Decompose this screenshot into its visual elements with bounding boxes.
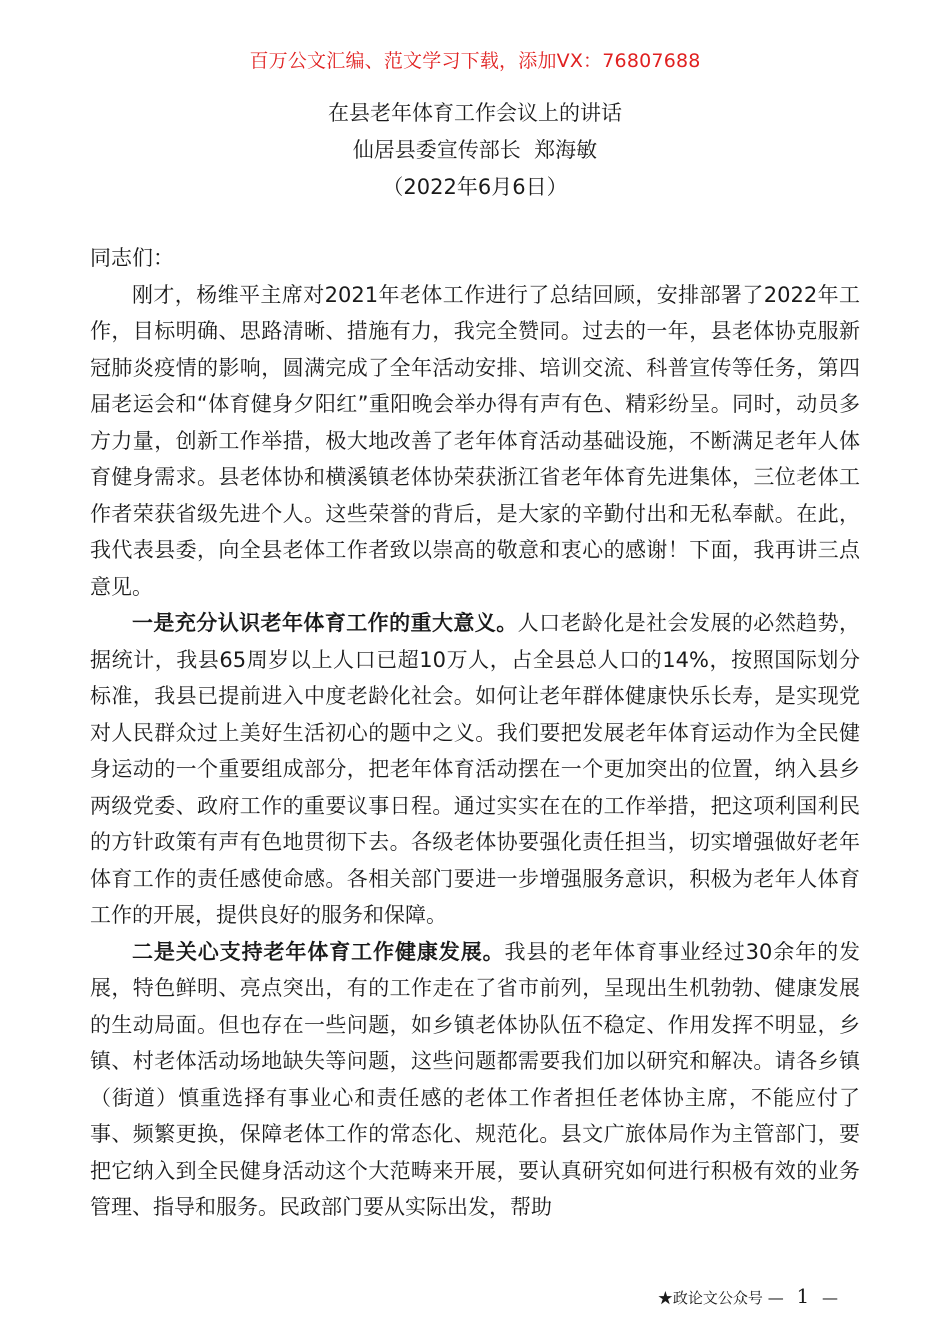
footer-source: ★政论文公众号	[657, 1289, 763, 1307]
speaker-line: 仙居县委宣传部长 郑海敏	[352, 138, 598, 162]
paragraph-intro: 刚才，杨维平主席对2021年老体工作进行了总结回顾，安排部署了2022年工作，目标明确、思路清晰、措施有力，我完全赞同。过去的一年，县老体协克服新冠肺炎疫情的影响，圆满完成了全年活动安排、培训交流、科普宣传等任务，第四届老运会和“体育健身夕阳红”重阳晚会举办得有声有色、精彩纷呈。同时，动员多方力量，创新工作举措，极大地改善了老年体育活动基础设施，不断满足老年人体育健身需求。县老体协和横溪镇老体协荣获浙江省老年体育先进集体，三位老体工作者荣获省级先进个人。这些荣誉的背后，是大家的辛勤付出和无私奉献。在此，我代表县委，向全县老体工作者致以崇高的敬意和衷心的感谢！下面，我再讲三点意见。	[90, 282, 860, 599]
page-number: 1	[796, 1284, 810, 1308]
title-block	[0, 95, 950, 206]
speech-body	[90, 240, 860, 1226]
promo-banner: 百万公文汇编、范文学习下载，添加VX：76807688	[249, 50, 701, 72]
footer-dash-right: —	[822, 1288, 838, 1307]
speech-title: 在县老年体育工作会议上的讲话	[328, 101, 622, 125]
point-two-heading: 二是关心支持老年体育工作健康发展。	[132, 939, 505, 964]
speech-date: （2022年6月6日）	[382, 175, 568, 199]
point-one-text: 人口老龄化是社会发展的必然趋势，据统计，我县65周岁以上人口已超10万人，占全县总人口的14%，按照国际划分标准，我县已提前进入中度老龄化社会。如何让老年群体健康快乐长寿，是实现党对人民群众过上美好生活初心的题中之义。我们要把发展老年体育运动作为全民健身运动的一个重要组成部分，把老年体育活动摆在一个更加突出的位置，纳入县乡两级党委、政府工作的重要议事日程。通过实实在在的工作举措，把这项利国利民的方针政策有声有色地贯彻下去。各级老体协要强化责任担当，切实增强做好老年体育工作的责任感使命感。各相关部门要进一步增强服务意识，积极为老年人体育工作的开展，提供良好的服务和保障。	[90, 611, 861, 927]
point-two-text: 我县的老年体育事业经过30余年的发展，特色鲜明、亮点突出，有的工作走在了省市前列，呈现出生机勃勃、健康发展的生动局面。但也存在一些问题，如乡镇老体协队伍不稳定、作用发挥不明显，乡镇、村老体活动场地缺失等问题，这些问题都需要我们加以研究和解决。请各乡镇（街道）慎重选择有事业心和责任感的老体工作者担任老体协主席，不能应付了事、频繁更换，保障老体工作的常态化、规范化。县文广旅体局作为主管部门，要把它纳入到全民健身活动这个大范畴来开展，要认真研究如何进行积极有效的业务管理、指导和服务。民政部门要从实际出发，帮助	[90, 939, 860, 1219]
paragraph-point-two	[90, 934, 860, 1226]
point-one-heading: 一是充分认识老年体育工作的重大意义。	[132, 611, 518, 635]
footer-dash-left: —	[767, 1288, 784, 1307]
page-footer	[658, 1284, 838, 1308]
salutation: 同志们：	[90, 246, 174, 270]
paragraph-point-one	[90, 605, 860, 934]
